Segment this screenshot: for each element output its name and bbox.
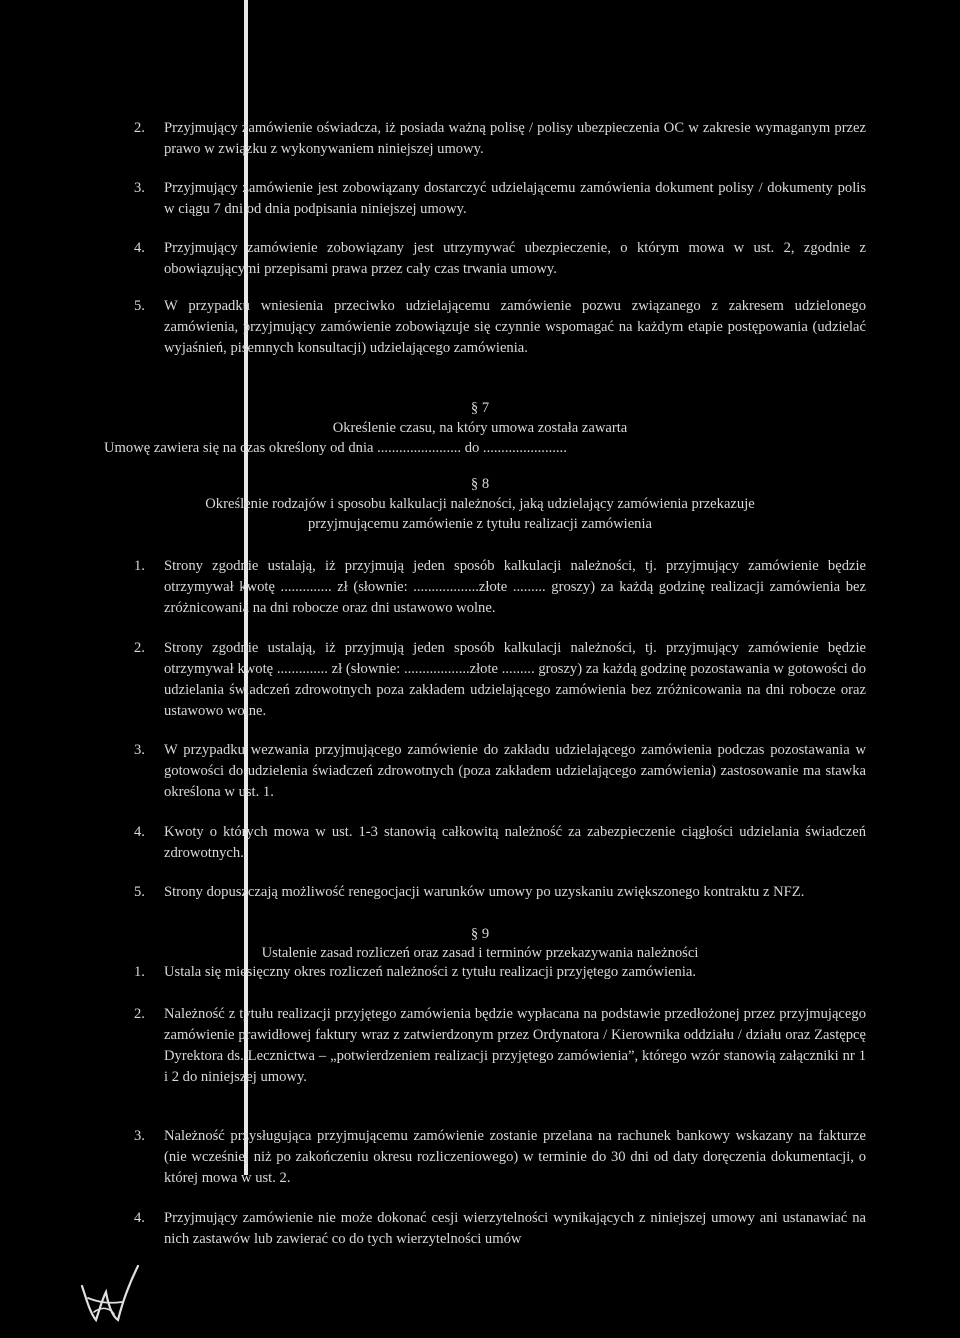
item-text: Ustala się miesięczny okres rozliczeń należności z tytułu realizacji przyjętego zamówienia.	[164, 964, 697, 980]
list-item	[134, 1126, 866, 1189]
item-text: Przyjmujący zamówienie jest zobowiązany dostarczyć udzielającemu zamówienia dokument polisy / dokumenty polis w ciągu 7 dni od dnia podpisania niniejszej umowy.	[164, 180, 866, 217]
item-number: 2.	[134, 1006, 145, 1022]
item-text: Kwoty o których mowa w ust. 1-3 stanowią całkowitą należność za zabezpieczenie ciągłości udzielania świadczeń zdrowotnych.	[164, 824, 866, 861]
handwritten-initials	[74, 1258, 144, 1328]
list-item	[134, 238, 866, 280]
item-number: 5.	[134, 298, 145, 314]
item-number: 1.	[134, 964, 145, 980]
list-item	[134, 740, 866, 803]
list-item	[134, 556, 866, 619]
item-number: 3.	[134, 1128, 145, 1144]
item-text: Przyjmujący zamówienie zobowiązany jest utrzymywać ubezpieczenie, o którym mowa w ust. 2, zgodnie z obowiązującymi przepisami prawa przez cały czas trwania umowy.	[164, 240, 866, 277]
section-title-9: Ustalenie zasad rozliczeń oraz zasad i terminów przekazywania należności	[261, 945, 699, 961]
contract-period-line: Umowę zawiera się na czas określony od dnia ....................... do .......................	[104, 440, 567, 456]
section-title-8-line2: przyjmującemu zamówienie z tytułu realizacji zamówienia	[307, 516, 652, 532]
list-item	[134, 178, 866, 220]
list-item	[134, 638, 866, 722]
item-number: 2.	[134, 640, 145, 656]
list-item	[134, 1208, 866, 1250]
item-number: 3.	[134, 742, 145, 758]
item-text: Należność z tytułu realizacji przyjętego zamówienia będzie wypłacana na podstawie przedłożonej przez przyjmującego zamówienie prawidłowej faktury wraz z zatwierdzonym przez Ordynatora / Kierownika oddziału / działu oraz Zastępcę Dyrektora ds. Lecznictwa – „potwierdzeniem realizacji przyjętego zamówienia”, którego wzór stanowią załączniki nr 1 i 2 do niniejszej umowy.	[164, 1006, 866, 1085]
item-number: 4.	[134, 240, 145, 256]
list-item	[134, 822, 866, 864]
item-text: Przyjmujący zamówienie nie może dokonać cesji wierzytelności wynikających z niniejszej umowy ani ustanawiać na nich zastawów lub zawierać co do tych wierzytelności umów	[164, 1210, 866, 1247]
item-text: Strony dopuszczają możliwość renegocjacji warunków umowy po uzyskaniu zwiększonego kontraktu z NFZ.	[164, 884, 805, 900]
item-text: Strony zgodnie ustalają, iż przyjmują jeden sposób kalkulacji należności, tj. przyjmujący zamówienie będzie otrzymywał kwotę .............. zł (słownie: ..................złote ......... groszy) za każdą godzinę realizacji zamówienia bez zróżnicowania na dni robocze oraz dni ustawowo wolne.	[164, 558, 866, 616]
list-item	[134, 882, 866, 903]
list-item	[134, 118, 866, 160]
item-text: Strony zgodnie ustalają, iż przyjmują jeden sposób kalkulacji należności, tj. przyjmujący zamówienie będzie otrzymywał kwotę .............. zł (słownie: ..................złote ......... groszy) za każdą godzinę pozostawania w gotowości do udzielania świadczeń zdrowotnych poza zakładem udzielającego zamówienia bez zróżnicowania na dni robocze oraz ustawowo wolne.	[164, 640, 866, 719]
item-number: 4.	[134, 1210, 145, 1226]
item-number: 1.	[134, 558, 145, 574]
section-title-7: Określenie czasu, na który umowa została zawarta	[332, 420, 628, 436]
list-item	[134, 296, 866, 359]
item-text: Przyjmujący zamówienie oświadcza, iż posiada ważną polisę / polisy ubezpieczenia OC w zakresie wymaganym przez prawo w związku z wykonywaniem niniejszej umowy.	[164, 120, 866, 157]
section-mark-7: § 7	[470, 400, 490, 416]
section-mark-8: § 8	[470, 476, 490, 492]
item-number: 4.	[134, 824, 145, 840]
section-title-8-line1: Określenie rodzajów i sposobu kalkulacji należności, jaką udzielający zamówienia przekazuje	[205, 496, 755, 512]
list-item	[134, 962, 866, 983]
item-number: 5.	[134, 884, 145, 900]
item-text: Należność przysługująca przyjmującemu zamówienie zostanie przelana na rachunek bankowy wskazany na fakturze (nie wcześniej niż po zakończeniu okresu rozliczeniowego) w terminie do 30 dni od daty doręczenia dokumentacji, o której mowa w ust. 2.	[164, 1128, 866, 1186]
item-text: W przypadku wniesienia przeciwko udzielającemu zamówienie pozwu związanego z zakresem udzielonego zamówienia, przyjmujący zamówienie zobowiązuje się czynnie wspomagać na każdym etapie postępowania (udzielać wyjaśnień, pisemnych konsultacji) udzielającego zamówienia.	[164, 298, 866, 356]
item-number: 3.	[134, 180, 145, 196]
section-mark-9: § 9	[470, 926, 490, 942]
item-number: 2.	[134, 120, 145, 136]
list-item	[134, 1004, 866, 1088]
item-text: W przypadku wezwania przyjmującego zamówienie do zakładu udzielającego zamówienia podczas pozostawania w gotowości do udzielenia świadczeń zdrowotnych (poza zakładem udzielającego zamówienia) zastosowanie ma stawka określona w ust. 1.	[164, 742, 866, 800]
